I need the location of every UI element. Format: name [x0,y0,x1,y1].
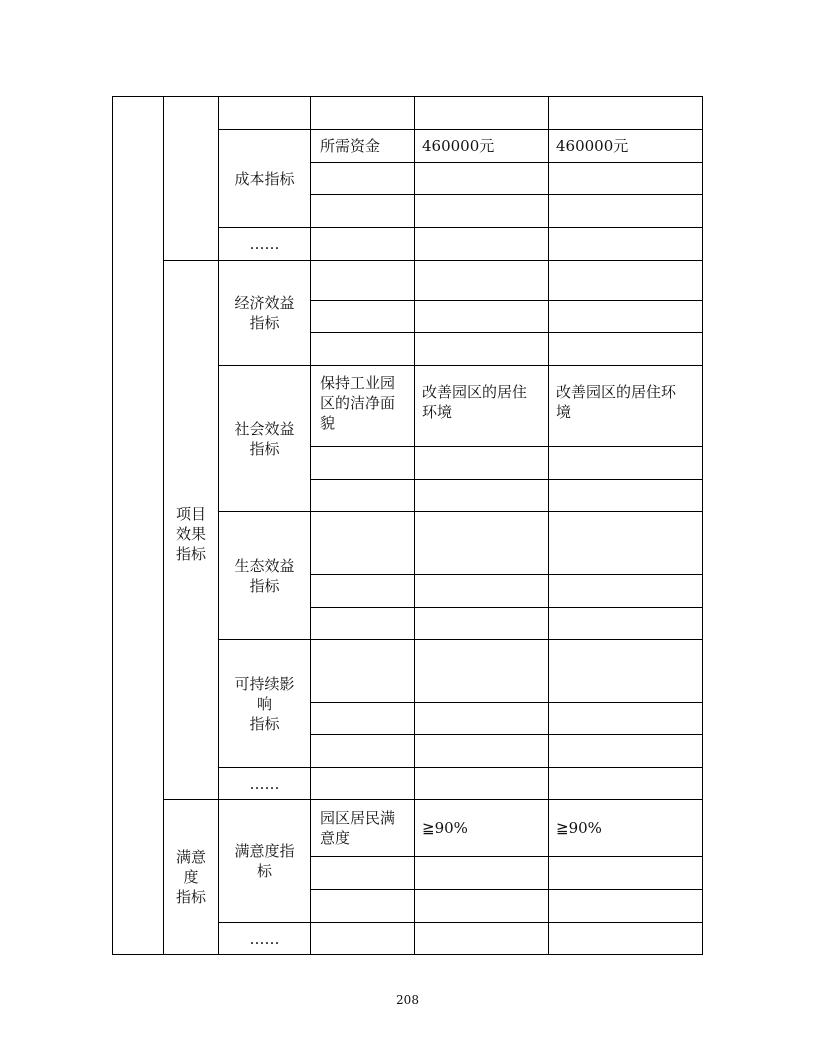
economic-benefit-line: 指标 [249,314,280,332]
ellipsis-row-2 [219,768,310,799]
required-funds-cell [320,136,380,156]
table-border-bottom [112,954,703,955]
satisfaction-item-line: 园区居民满 [320,809,396,827]
satisfaction-indicator-label [219,800,310,922]
funds-value-2-cell [556,136,628,156]
social-value-2-cell [556,382,700,422]
cost-indicator-text: 成本指标 [234,169,295,188]
economic-benefit-label [219,261,310,365]
satisfaction-value-2-cell [556,818,602,838]
sustainable-impact-line: 可持续影 [234,674,295,693]
row-line [310,574,703,575]
economic-benefit-line: 经济效益 [234,294,295,312]
funds-value-2-text: 460000元 [556,137,629,155]
ellipsis-text: …… [249,929,280,948]
satisfaction-value-2-text: ≧90% [556,819,602,837]
satisfaction-indicator-line: 满意度指 [234,842,295,860]
social-item-cell [320,373,412,433]
col-line-5 [548,96,549,955]
social-value-2-line: 境 [556,403,572,421]
satisfaction-line: 度 [183,868,199,886]
social-item-line: 保持工业园 [320,374,396,392]
project-effect-line: 效果 [175,525,206,543]
sustainable-impact-label [219,640,310,767]
page-number: 208 [396,993,419,1007]
row-line [310,702,703,703]
cost-indicator-label [219,130,310,227]
social-value-1-line: 改善园区的居住 [422,383,528,401]
row-line [310,479,703,480]
ecological-benefit-line: 指标 [249,576,280,595]
table-border-right [702,96,703,955]
ellipsis-row-3 [219,923,310,954]
row-line [310,332,703,333]
row-line [310,300,703,301]
sustainable-impact-line: 响 [256,694,272,713]
satisfaction-line: 指标 [175,888,206,906]
satisfaction-line: 满意 [175,848,206,866]
table-border-top [112,96,703,97]
row-line [310,194,703,195]
row-line [310,856,703,857]
ellipsis-row-1 [219,228,310,260]
project-effect-line: 项目 [175,505,206,523]
row-line [310,889,703,890]
ecological-benefit-line: 生态效益 [234,556,295,575]
satisfaction-item-line: 意度 [320,829,351,847]
social-value-1-cell [422,382,546,422]
project-effect-label [164,261,218,803]
funds-value-1-text: 460000元 [422,137,495,155]
social-item-line: 貌 [320,414,336,432]
row-line [310,734,703,735]
indicator-table [112,96,703,955]
satisfaction-value-1-text: ≧90% [422,819,468,837]
sustainable-impact-line: 指标 [249,714,280,733]
table-border-left [112,96,113,955]
required-funds-text: 所需资金 [320,137,381,155]
project-effect-line: 指标 [175,545,206,563]
satisfaction-indicator-line: 标 [256,862,272,880]
satisfaction-label [164,800,218,954]
col-line-3 [310,96,311,955]
social-benefit-line: 指标 [249,439,280,458]
col-line-4 [414,96,415,955]
row-line [310,162,703,163]
social-benefit-label [219,366,310,511]
funds-value-1-cell [422,136,494,156]
row-line [310,607,703,608]
satisfaction-value-1-cell [422,818,468,838]
satisfaction-item-cell [320,808,412,848]
ecological-benefit-label [219,512,310,639]
social-benefit-line: 社会效益 [234,419,295,438]
social-value-1-line: 环境 [422,403,453,421]
ellipsis-text: …… [249,235,280,253]
social-value-2-line: 改善园区的居住环 [556,383,677,401]
ellipsis-text: …… [249,774,280,793]
row-line [310,446,703,447]
social-item-line: 区的洁净面 [320,394,396,412]
